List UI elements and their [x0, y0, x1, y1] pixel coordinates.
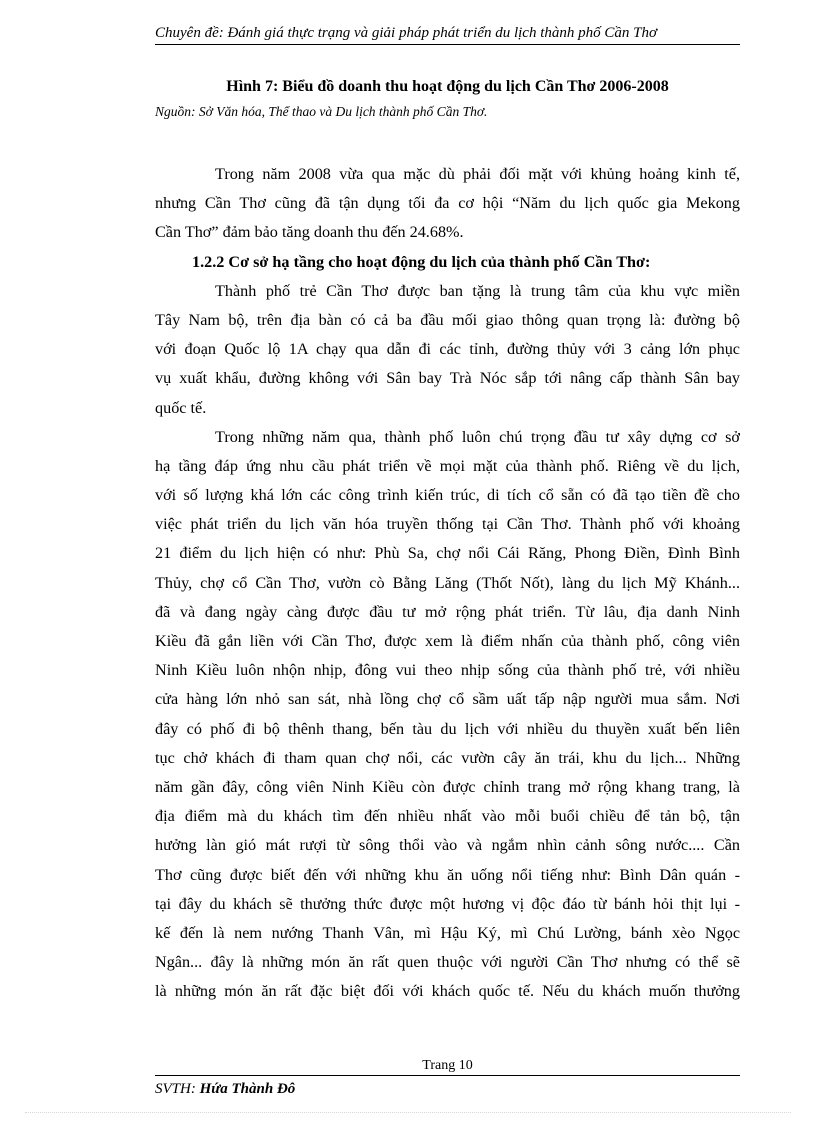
paragraph-line: Tây Nam bộ, trên địa bàn có cả ba đầu mối giao thông quan trọng là: đường bộ	[155, 310, 740, 329]
paragraph-line: Ninh Kiều luôn nhộn nhịp, đông vui theo nhịp sống của thành phố trẻ, với nhiều	[155, 661, 740, 680]
header-rule	[155, 44, 740, 45]
paragraph-line: hưởng làn gió mát rượi từ sông thổi vào và ngắm nhìn cảnh sông nước.... Cần	[155, 836, 740, 855]
paragraph-line: vụ xuất khẩu, đường không với Sân bay Trà Nóc sắp tới nâng cấp thành Sân bay	[155, 369, 740, 388]
paragraph-line: việc phát triển du lịch văn hóa truyền thống tại Cần Thơ. Thành phố với khoảng	[155, 515, 740, 534]
paragraph-line: hạ tầng đáp ứng nhu cầu phát triển về mọi mặt của thành phố. Riêng về du lịch,	[155, 456, 740, 475]
paragraph-line: Kiều đã gắn liền với Cần Thơ, được xem là điểm nhấn của thành phố, công viên	[155, 632, 740, 650]
paragraph-line: với đoạn Quốc lộ 1A chạy qua dẫn đi các tỉnh, đường thủy với 3 cảng lớn phục	[155, 340, 740, 359]
paragraph-line: đây có phố đi bộ thênh thang, bến tàu du lịch với nhiều du thuyền xuất bến liên	[155, 719, 740, 738]
paragraph-line: tại đây du khách sẽ thưởng thức được một hương vị độc đáo từ bánh hỏi thịt lụi -	[155, 894, 740, 913]
paragraph-line: 21 điểm du lịch hiện có như: Phù Sa, chợ nổi Cái Răng, Phong Điền, Đình Bình	[155, 544, 740, 563]
paragraph-line: với số lượng khá lớn các công trình kiến trúc, di tích cổ sẵn có đã tạo tiền đề cho	[155, 486, 740, 505]
paragraph-line: tục chở khách đi tham quan chợ nổi, các vườn cây ăn trái, khu du lịch... Những	[155, 748, 740, 767]
paragraph-line: Thơ cũng được biết đến với những khu ăn uống nổi tiếng như: Bình Dân quán -	[155, 865, 740, 884]
figure-caption: Hình 7: Biểu đồ doanh thu hoạt động du lịch Cần Thơ 2006-2008	[226, 78, 669, 95]
author-name: Hứa Thành Đô	[199, 1081, 296, 1097]
section-heading: 1.2.2 Cơ sở hạ tầng cho hoạt động du lịch của thành phố Cần Thơ:	[192, 252, 651, 271]
running-header: Chuyên đề: Đánh giá thực trạng và giải pháp phát triển du lịch thành phố Cần Thơ	[155, 25, 657, 41]
paragraph-line: cửa hàng lớn nhỏ san sát, nhà lồng chợ cổ sầm uất tấp nập người mua sắm. Nơi	[155, 690, 740, 709]
paragraph-line: nhưng Cần Thơ cũng đã tận dụng tối đa cơ hội “Năm du lịch quốc gia Mekong	[155, 194, 740, 213]
paragraph-line: Trong những năm qua, thành phố luôn chú trọng đầu tư xây dựng cơ sở	[215, 427, 740, 446]
paragraph-line: quốc tế.	[155, 398, 207, 417]
paragraph-line: Trong năm 2008 vừa qua mặc dù phải đối mặt với khủng hoảng kinh tế,	[215, 165, 740, 183]
footer-author	[155, 1080, 295, 1098]
page-number: Trang 10	[422, 1058, 473, 1073]
paragraph-line: đã và đang ngày càng được đầu tư mở rộng phát triển. Từ lâu, địa danh Ninh	[155, 602, 740, 621]
paragraph-line: là những món ăn rất đặc biệt đối với khách quốc tế. Nếu du khách muốn thưởng	[155, 982, 740, 1001]
paragraph-line: kế đến là nem nướng Thanh Vân, mì Hậu Ký, mì Chú Lường, bánh xèo Ngọc	[155, 923, 740, 942]
paragraph-line: Cần Thơ” đảm bảo tăng doanh thu đến 24.68%.	[155, 223, 464, 242]
footer-rule	[155, 1075, 740, 1076]
author-label: SVTH:	[155, 1081, 196, 1097]
body-text	[155, 160, 740, 1006]
paragraph-line: năm gần đây, công viên Ninh Kiều còn được chỉnh trang mở rộng khang trang, là	[155, 777, 740, 796]
figure-source: Nguồn: Sở Văn hóa, Thể thao và Du lịch thành phố Cần Thơ.	[155, 104, 488, 119]
page-edge-dotted-line	[25, 1112, 791, 1113]
paragraph-line: địa điểm mà du khách tìm đến nhiều nhất vào mỗi buổi chiều để tản bộ, tận	[155, 807, 740, 826]
paragraph-line: Ngân... đây là những món ăn rất quen thuộc với người Cần Thơ nhưng có thể sẽ	[155, 953, 740, 972]
paragraph-line: Thủy, chợ cổ Cần Thơ, vườn cò Bằng Lăng (Thốt Nốt), làng du lịch Mỹ Khánh...	[155, 573, 740, 592]
paragraph-line: Thành phố trẻ Cần Thơ được ban tặng là trung tâm của khu vực miền	[215, 281, 740, 300]
